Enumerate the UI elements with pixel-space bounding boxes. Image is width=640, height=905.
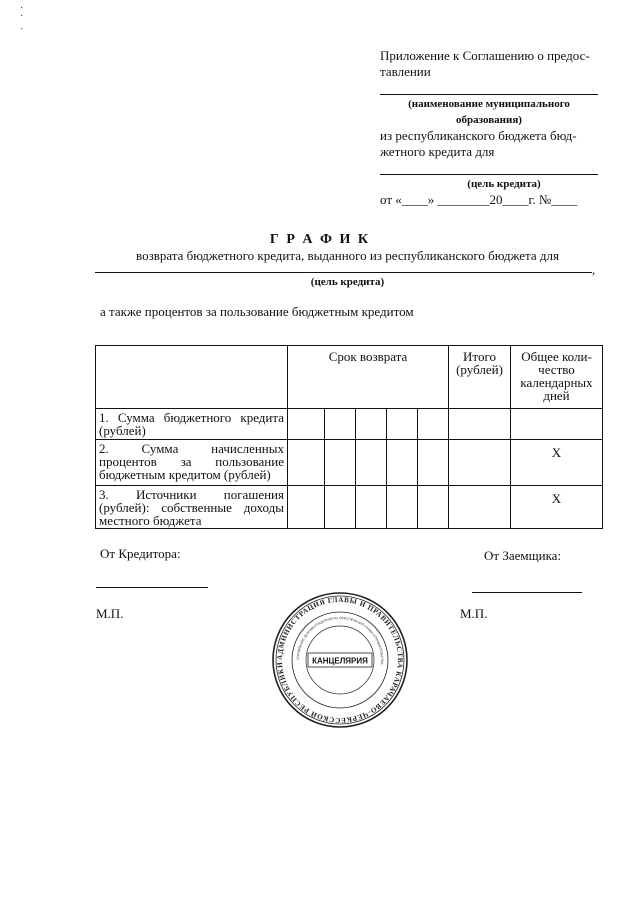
purpose-caption-main: (цель кредита) bbox=[310, 276, 385, 288]
term-cell bbox=[356, 440, 387, 486]
seal-inner-text: УПРАВЛЕНИЕ ДОКУМЕНТАЦИОННОГО ОБЕСПЕЧЕНИЯ ГЛАВЫ И ПРАВИТЕЛЬСТВА bbox=[295, 615, 385, 665]
repayment-schedule-table bbox=[95, 345, 603, 529]
trailing-comma: , bbox=[592, 262, 596, 277]
term-cell bbox=[418, 409, 449, 440]
application-block bbox=[380, 48, 598, 208]
header-term: Срок возврата bbox=[288, 346, 449, 409]
table-row bbox=[96, 486, 603, 529]
term-cell bbox=[418, 440, 449, 486]
days-cell: Х bbox=[511, 440, 603, 486]
days-cell bbox=[511, 409, 603, 440]
purpose-blank-main bbox=[95, 258, 592, 273]
seal-center-text: КАНЦЕЛЯРИЯ bbox=[312, 656, 368, 666]
application-line-2: тавлении bbox=[380, 64, 431, 79]
table-row bbox=[96, 440, 603, 486]
municipality-caption: (наименование муниципального образования) bbox=[408, 98, 570, 126]
header-days: Общее коли- чество календарных дней bbox=[511, 346, 603, 409]
budget-line-2: жетного кредита для bbox=[380, 144, 495, 159]
header-total: Итого (рублей) bbox=[449, 346, 511, 409]
document-heading: Г Р А Ф И К bbox=[269, 232, 371, 247]
term-cell bbox=[356, 486, 387, 529]
term-cell bbox=[325, 486, 356, 529]
purpose-blank bbox=[380, 160, 598, 175]
term-cell bbox=[288, 440, 325, 486]
borrower-label: От Заемщика: bbox=[484, 548, 562, 563]
creditor-signature-line bbox=[96, 575, 208, 588]
stamp-place-right: М.П. bbox=[460, 606, 488, 621]
days-cell: Х bbox=[511, 486, 603, 529]
municipality-blank bbox=[380, 80, 598, 95]
seal-outer-text: АДМИНИСТРАЦИЯ ГЛАВЫ И ПРАВИТЕЛЬСТВА КАРАЧАЕВО-ЧЕРКЕССКОЙ РЕСПУБЛИКИ bbox=[275, 595, 405, 725]
term-cell bbox=[418, 486, 449, 529]
table-row bbox=[96, 409, 603, 440]
date-number-line: от «____» ________20____г. №____ bbox=[380, 192, 578, 207]
document-subtitle: возврата бюджетного кредита, выданного из республиканского бюджета для bbox=[136, 248, 559, 263]
term-cell bbox=[387, 440, 418, 486]
term-cell bbox=[356, 409, 387, 440]
total-cell bbox=[449, 486, 511, 529]
term-cell bbox=[288, 486, 325, 529]
row-label: 2. Сумма начисленных процентов за пользование бюджетным кредитом (рублей) bbox=[96, 440, 288, 486]
row-label: 3. Источники погашения (рублей): собственные доходы местного бюджета bbox=[96, 486, 288, 529]
borrower-signature-line bbox=[472, 580, 582, 593]
term-cell bbox=[387, 486, 418, 529]
total-cell bbox=[449, 409, 511, 440]
purpose-caption: (цель кредита) bbox=[467, 178, 541, 190]
row-label: 1. Сумма бюджетного кредита (рублей) bbox=[96, 409, 288, 440]
application-line-1: Приложение к Соглашению о предос- bbox=[380, 48, 590, 63]
budget-line-1: из республиканского бюджета бюд- bbox=[380, 128, 577, 143]
term-cell bbox=[325, 409, 356, 440]
scan-dots: · · ˎ bbox=[20, 3, 24, 30]
term-cell bbox=[288, 409, 325, 440]
term-cell bbox=[325, 440, 356, 486]
term-cell bbox=[387, 409, 418, 440]
total-cell bbox=[449, 440, 511, 486]
table-header-row bbox=[96, 346, 603, 409]
table-header-empty bbox=[96, 346, 288, 409]
interest-line: а также процентов за пользование бюджетным кредитом bbox=[100, 304, 414, 319]
office-seal bbox=[270, 590, 410, 730]
stamp-place-left: М.П. bbox=[96, 606, 124, 621]
creditor-label: От Кредитора: bbox=[100, 546, 181, 561]
